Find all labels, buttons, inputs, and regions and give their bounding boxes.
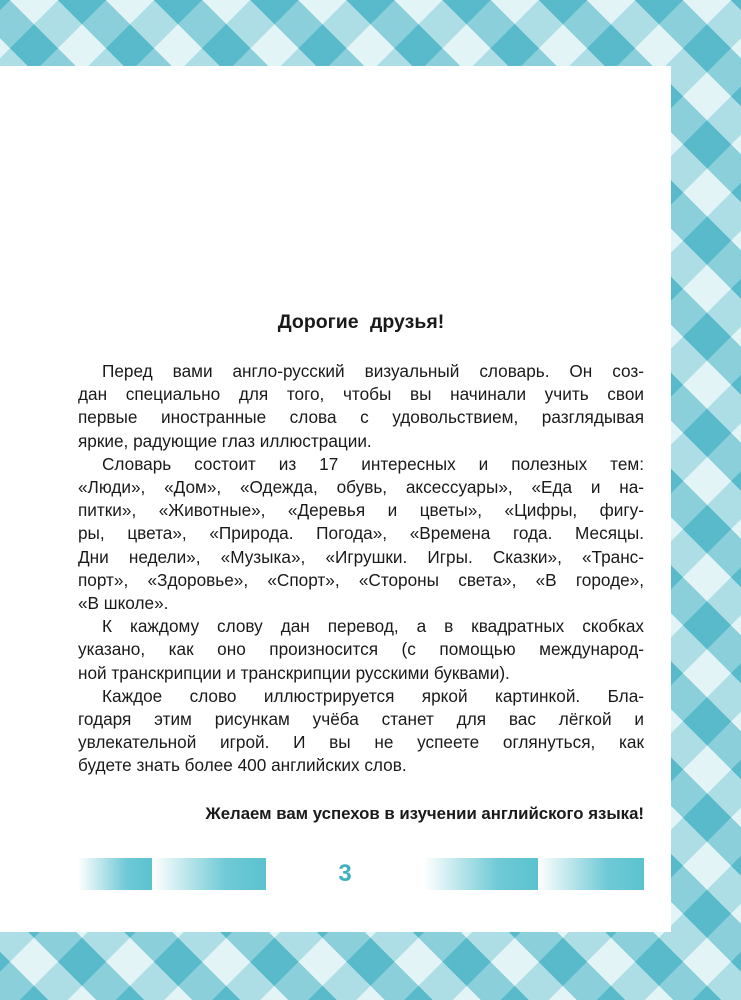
footer-decor-bar: [78, 858, 152, 890]
paragraph-line: указано, как оно произносится (с помощью международ-: [78, 639, 644, 660]
paragraph-line: первые иностранные слова с удовольствием, разглядывая: [78, 407, 644, 428]
page-title: Дорогие друзья!: [277, 311, 445, 333]
paragraph-line: «В школе».: [78, 593, 169, 614]
paragraph-line: Словарь состоит из 17 интересных и полезных тем:: [102, 453, 644, 474]
footer-decor-bar: [538, 858, 644, 890]
paragraph-line: «Люди», «Дом», «Одежда, обувь, аксессуары», «Еда и на-: [78, 477, 644, 498]
paragraph-line: Дни недели», «Музыка», «Игрушки. Игры. Сказки», «Транс-: [78, 546, 644, 567]
paragraph-line: К каждому слову дан перевод, а в квадратных скобках: [102, 616, 644, 637]
paragraph-line: Каждое слово иллюстрируется яркой картинкой. Бла-: [102, 685, 644, 706]
footer-decor-bar: [424, 858, 538, 890]
paragraph-line: ры, цвета», «Природа. Погода», «Времена года. Месяцы.: [78, 523, 644, 544]
paragraph-line: ной транскрипции и транскрипции русскими буквами).: [78, 662, 510, 683]
footer-decor-bar: [152, 858, 266, 890]
closing-wish: Желаем вам успехов в изучении английского языка!: [205, 804, 644, 823]
page-number: 3: [338, 860, 352, 887]
paragraph-line: годаря этим рисункам учёба станет для вас лёгкой и: [78, 709, 644, 730]
paragraph-line: яркие, радующие глаз иллюстрации.: [78, 430, 372, 451]
paragraph-line: питки», «Животные», «Деревья и цветы», «Цифры, фигу-: [78, 500, 644, 521]
page-footer: [78, 858, 644, 892]
body-text: [78, 360, 644, 778]
paragraph-line: дан специально для того, чтобы вы начинали учить свои: [78, 384, 644, 405]
page-sheet: [0, 66, 671, 932]
paragraph-line: Перед вами англо-русский визуальный словарь. Он соз-: [102, 361, 644, 381]
paragraph-line: будете знать более 400 английских слов.: [78, 755, 407, 776]
paragraph-line: увлекательной игрой. И вы не успеете оглянуться, как: [78, 732, 644, 753]
paragraph-line: порт», «Здоровье», «Спорт», «Стороны света», «В городе»,: [78, 569, 644, 590]
